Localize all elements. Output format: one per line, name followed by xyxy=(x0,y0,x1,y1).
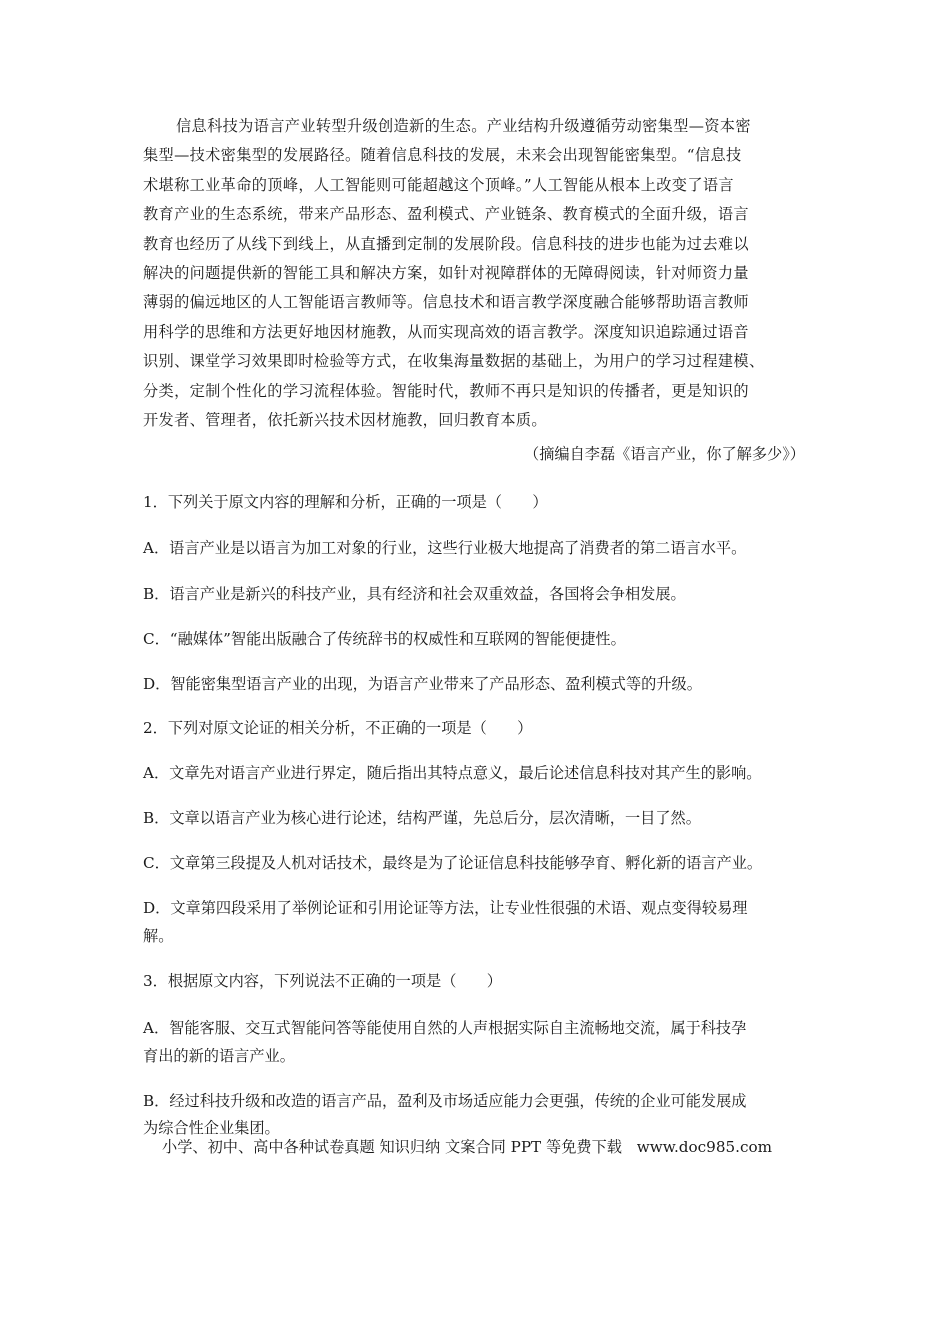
question-3-option-a-line2: 育出的新的语言产业。 xyxy=(143,1047,295,1065)
passage-source: （摘编自李磊《语言产业，你了解多少》） xyxy=(524,445,805,463)
question-1-option-a: A．语言产业是以语言为加工对象的行业，这些行业极大地提高了消费者的第二语言水平。 xyxy=(143,539,747,557)
question-2-option-d-line2: 解。 xyxy=(143,927,174,945)
passage-line: 分类，定制个性化的学习流程体验。智能时代，教师不再只是知识的传播者，更是知识的 xyxy=(143,381,749,400)
passage-line: 教育产业的生态系统，带来产品形态、盈利模式、产业链条、教育模式的全面升级，语言 xyxy=(143,205,749,224)
question-1-stem: 1．下列关于原文内容的理解和分析，正确的一项是（ ） xyxy=(143,493,548,511)
question-3-stem: 3．根据原文内容，下列说法不正确的一项是（ ） xyxy=(143,972,502,990)
question-2-option-c: C．文章第三段提及人机对话技术，最终是为了论证信息科技能够孕育、孵化新的语言产业。 xyxy=(143,854,763,872)
passage-line: 解决的问题提供新的智能工具和解决方案，如针对视障群体的无障碍阅读，针对师资力量 xyxy=(143,263,749,282)
passage xyxy=(143,112,813,435)
question-1-option-c: C．“融媒体”智能出版融合了传统辞书的权威性和互联网的智能便捷性。 xyxy=(143,630,626,648)
footer-url: www.doc985.com xyxy=(636,1138,773,1156)
question-2-option-d-line1: D．文章第四段采用了举例论证和引用论证等方法，让专业性很强的术语、观点变得较易理 xyxy=(143,899,748,917)
question-2-stem: 2．下列对原文论证的相关分析，不正确的一项是（ ） xyxy=(143,719,533,737)
passage-line: 识别、课堂学习效果即时检验等方式，在收集海量数据的基础上，为用户的学习过程建模、 xyxy=(143,352,765,371)
question-3-option-b-line2: 为综合性企业集团。 xyxy=(143,1119,280,1137)
question-3-option-b-line1: B．经过科技升级和改造的语言产品，盈利及市场适应能力会更强，传统的企业可能发展成 xyxy=(143,1092,747,1110)
question-1-option-b: B．语言产业是新兴的科技产业，具有经济和社会双重效益，各国将会争相发展。 xyxy=(143,585,686,603)
passage-line: 薄弱的偏远地区的人工智能语言教师等。信息技术和语言教学深度融合能够帮助语言教师 xyxy=(143,293,749,312)
question-2-option-b: B．文章以语言产业为核心进行论述，结构严谨，先总后分，层次清晰，一目了然。 xyxy=(143,809,701,827)
question-1-option-d: D．智能密集型语言产业的出现，为语言产业带来了产品形态、盈利模式等的升级。 xyxy=(143,675,702,693)
passage-line: 信息科技为语言产业转型升级创造新的生态。产业结构升级遵循劳动密集型—资本密 xyxy=(176,117,751,135)
passage-line: 开发者、管理者，依托新兴技术因材施教，回归教育本质。 xyxy=(143,410,547,429)
page-footer xyxy=(162,1136,782,1157)
question-2-option-a: A．文章先对语言产业进行界定，随后指出其特点意义，最后论述信息科技对其产生的影响。 xyxy=(143,764,762,782)
passage-line: 用科学的思维和方法更好地因材施教，从而实现高效的语言教学。深度知识追踪通过语音 xyxy=(143,322,749,341)
question-3-option-a-line1: A．智能客服、交互式智能问答等能使用自然的人声根据实际自主流畅地交流，属于科技孕 xyxy=(143,1019,747,1037)
passage-line: 集型—技术密集型的发展路径。随着信息科技的发展，未来会出现智能密集型。“信息技 xyxy=(143,146,742,165)
passage-line: 教育也经历了从线下到线上，从直播到定制的发展阶段。信息科技的进步也能为过去难以 xyxy=(143,234,749,253)
passage-line: 术堪称工业革命的顶峰，人工智能则可能超越这个顶峰。”人工智能从根本上改变了语言 xyxy=(143,175,734,194)
footer-text: 小学、初中、高中各种试卷真题 知识归纳 文案合同 PPT 等免费下载 xyxy=(162,1138,622,1156)
